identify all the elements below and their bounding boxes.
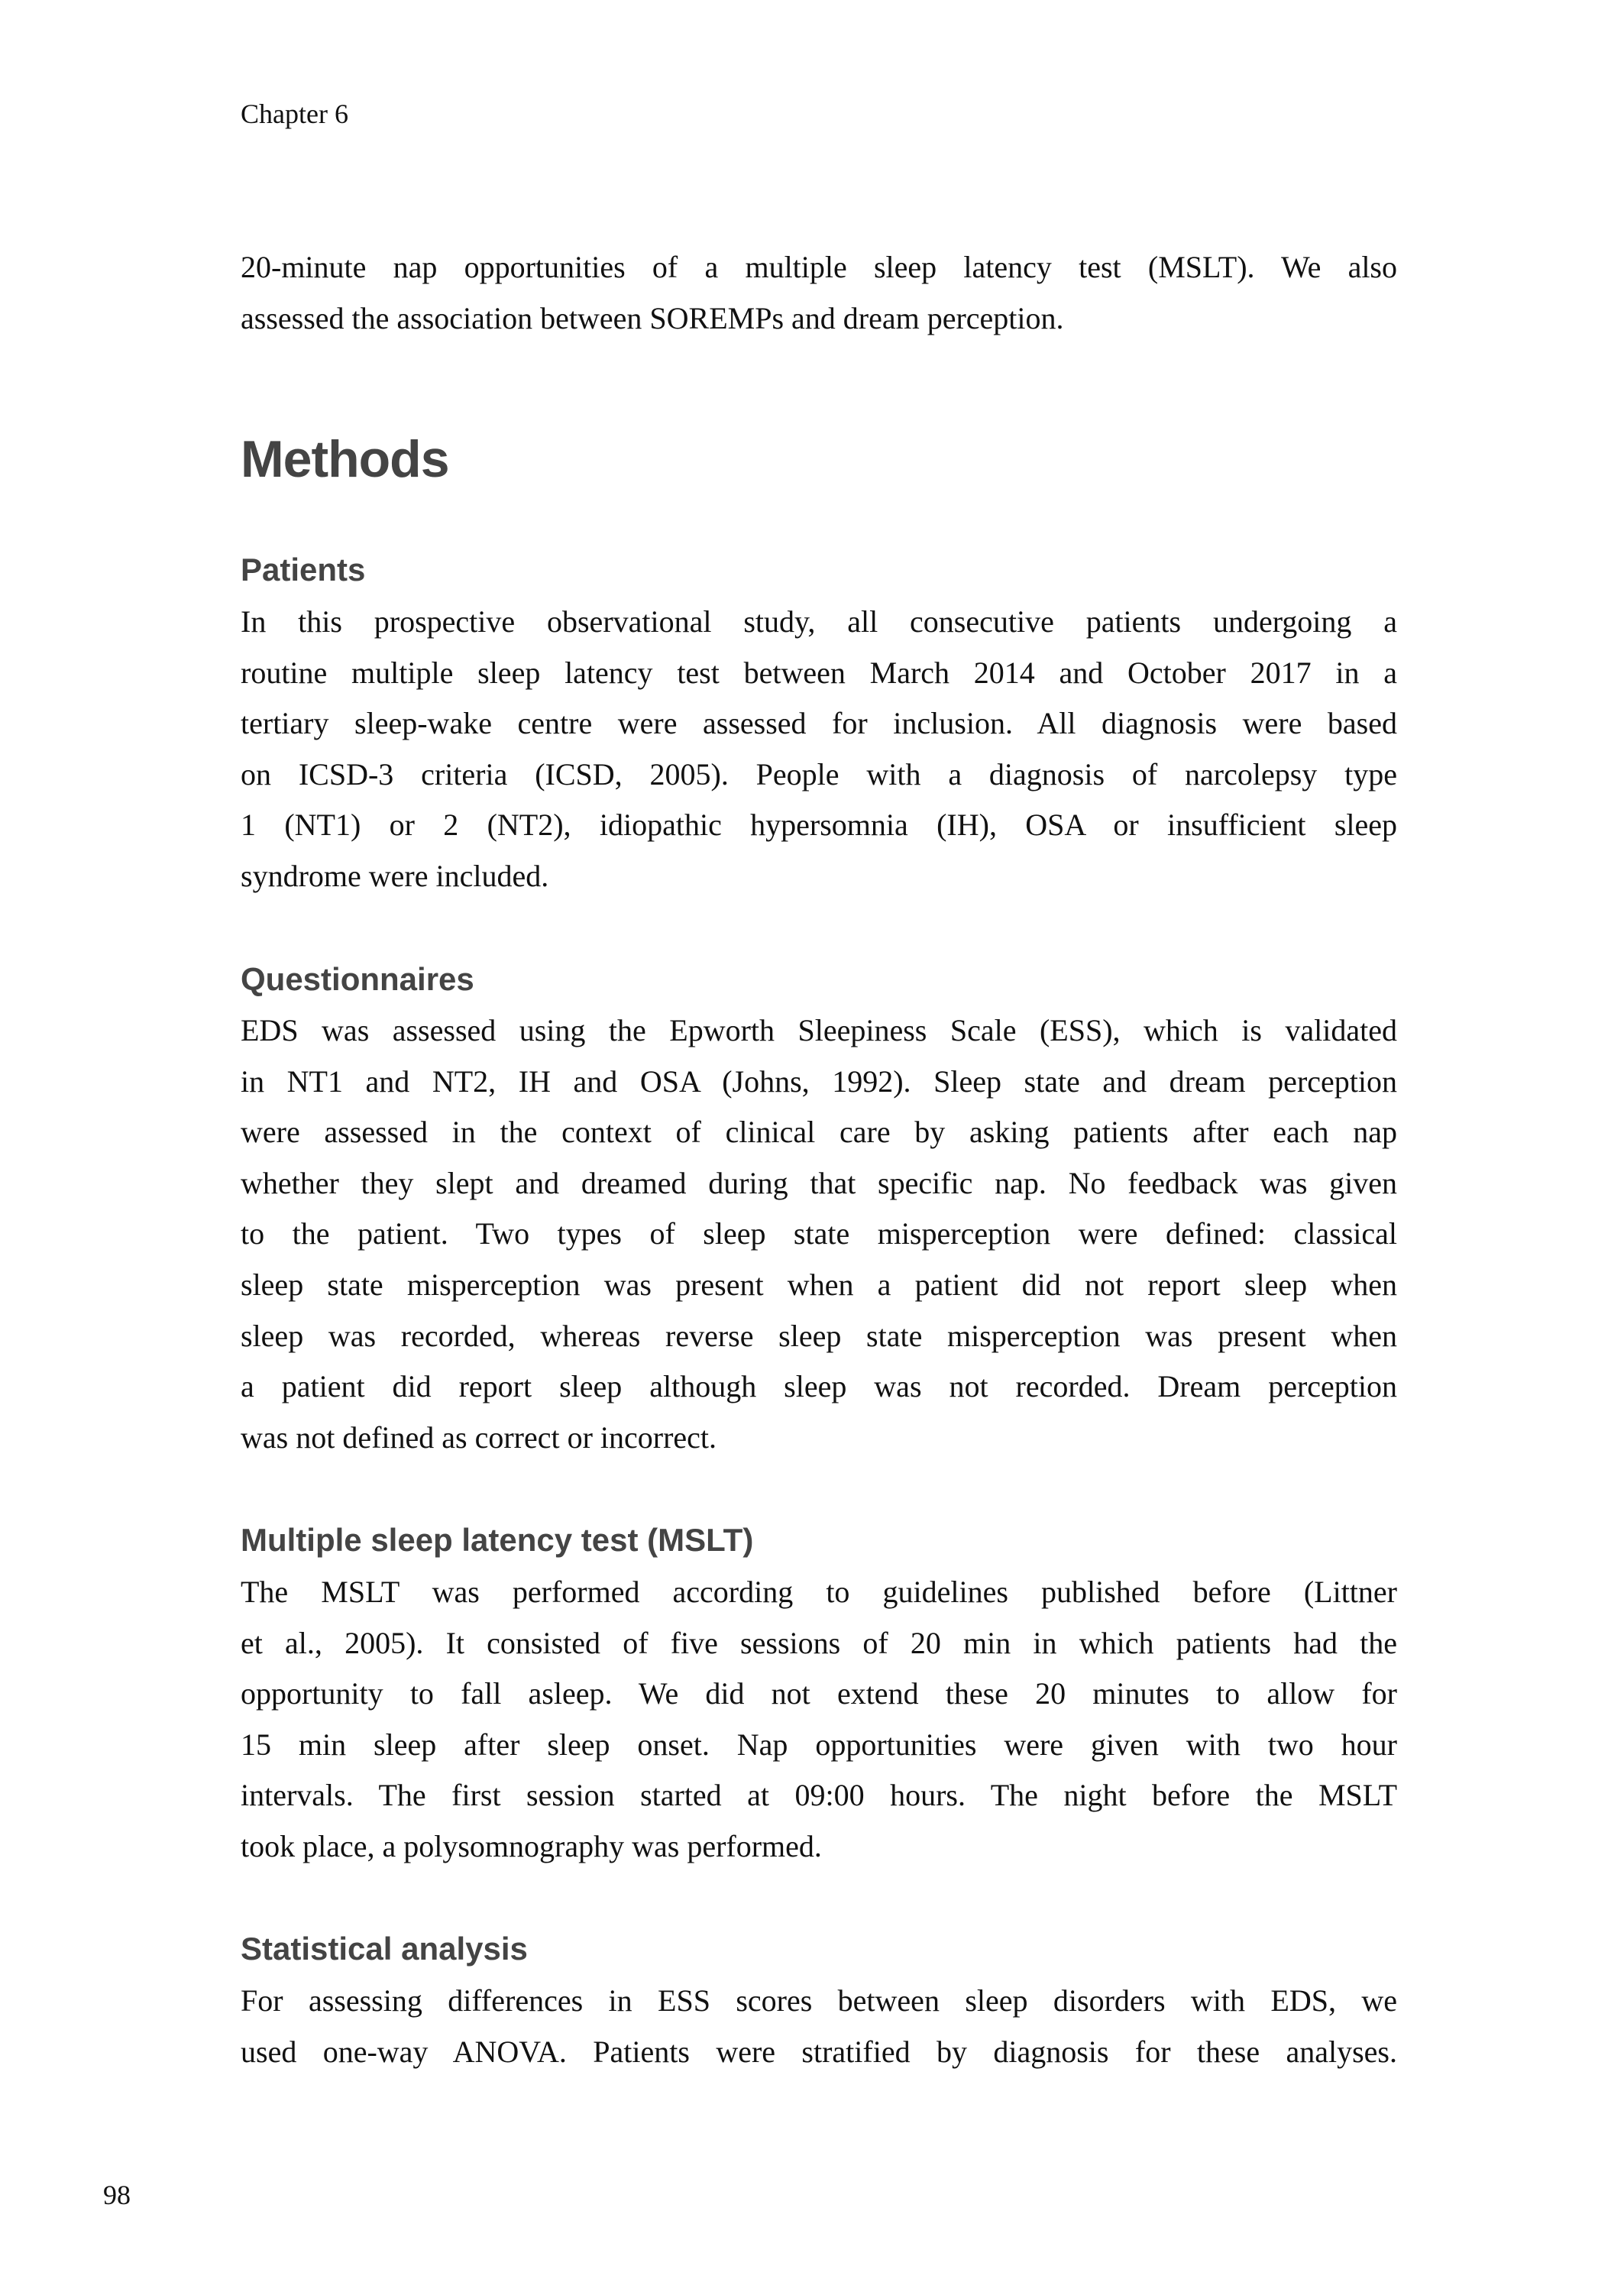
subheading-questionnaires: Questionnaires [241,961,474,997]
text-line: intervals. The first session started at 09:00 hours. The night before the MSLT [241,1778,1397,1813]
text-line: The MSLT was performed according to guidelines published before (Littner [241,1575,1397,1609]
text-line: sleep was recorded, whereas reverse sleep state misperception was present when [241,1318,1397,1353]
text-line: 20-minute nap opportunities of a multiple sleep latency test (MSLT). We also [241,250,1397,284]
subheading-mslt: Multiple sleep latency test (MSLT) [241,1522,754,1558]
text-line: 15 min sleep after sleep onset. Nap opportunities were given with two hour [241,1727,1397,1762]
text-line: For assessing differences in ESS scores between sleep disorders with EDS, we [241,1983,1397,2018]
paragraph-mslt [241,1567,1397,1873]
text-line: tertiary sleep-wake centre were assessed for inclusion. All diagnosis were based [241,706,1397,741]
text-line: assessed the association between SOREMPs and dream perception. [241,300,1064,335]
text-line: a patient did report sleep although sleep was not recorded. Dream perception [241,1369,1397,1404]
running-head: Chapter 6 [241,99,348,129]
text-line: used one-way ANOVA. Patients were stratified by diagnosis for these analyses. [241,2034,1397,2069]
text-line: 1 (NT1) or 2 (NT2), idiopathic hypersomnia (IH), OSA or insufficient sleep [241,808,1397,843]
text-line: to the patient. Two types of sleep state misperception were defined: classical [241,1216,1397,1251]
paragraph-patients [241,597,1397,902]
intro-paragraph [241,242,1397,344]
subheading-patients: Patients [241,552,366,588]
subheading-statistical-analysis: Statistical analysis [241,1931,528,1967]
text-line: took place, a polysomnography was performed. [241,1828,822,1863]
text-line: was not defined as correct or incorrect. [241,1420,717,1455]
text-line: syndrome were included. [241,858,549,893]
text-line: whether they slept and dreamed during that specific nap. No feedback was given [241,1165,1397,1200]
section-title-methods: Methods [241,430,449,488]
text-line: EDS was assessed using the Epworth Sleepiness Scale (ESS), which is validated [241,1013,1397,1047]
text-line: opportunity to fall asleep. We did not extend these 20 minutes to allow for [241,1676,1397,1711]
text-line: et al., 2005). It consisted of five sessions of 20 min in which patients had the [241,1625,1397,1660]
text-line: on ICSD-3 criteria (ICSD, 2005). People with a diagnosis of narcolepsy type [241,756,1397,792]
text-line: in NT1 and NT2, IH and OSA (Johns, 1992). Sleep state and dream perception [241,1063,1397,1099]
text-line: routine multiple sleep latency test between March 2014 and October 2017 in a [241,655,1397,690]
text-line: were assessed in the context of clinical care by asking patients after each nap [241,1115,1397,1150]
paragraph-statistical-analysis [241,1976,1397,2077]
paragraph-questionnaires [241,1005,1397,1463]
page-number: 98 [103,2180,131,2210]
text-line: In this prospective observational study, all consecutive patients undergoing a [241,604,1397,639]
text-line: sleep state misperception was present when a patient did not report sleep when [241,1267,1397,1302]
